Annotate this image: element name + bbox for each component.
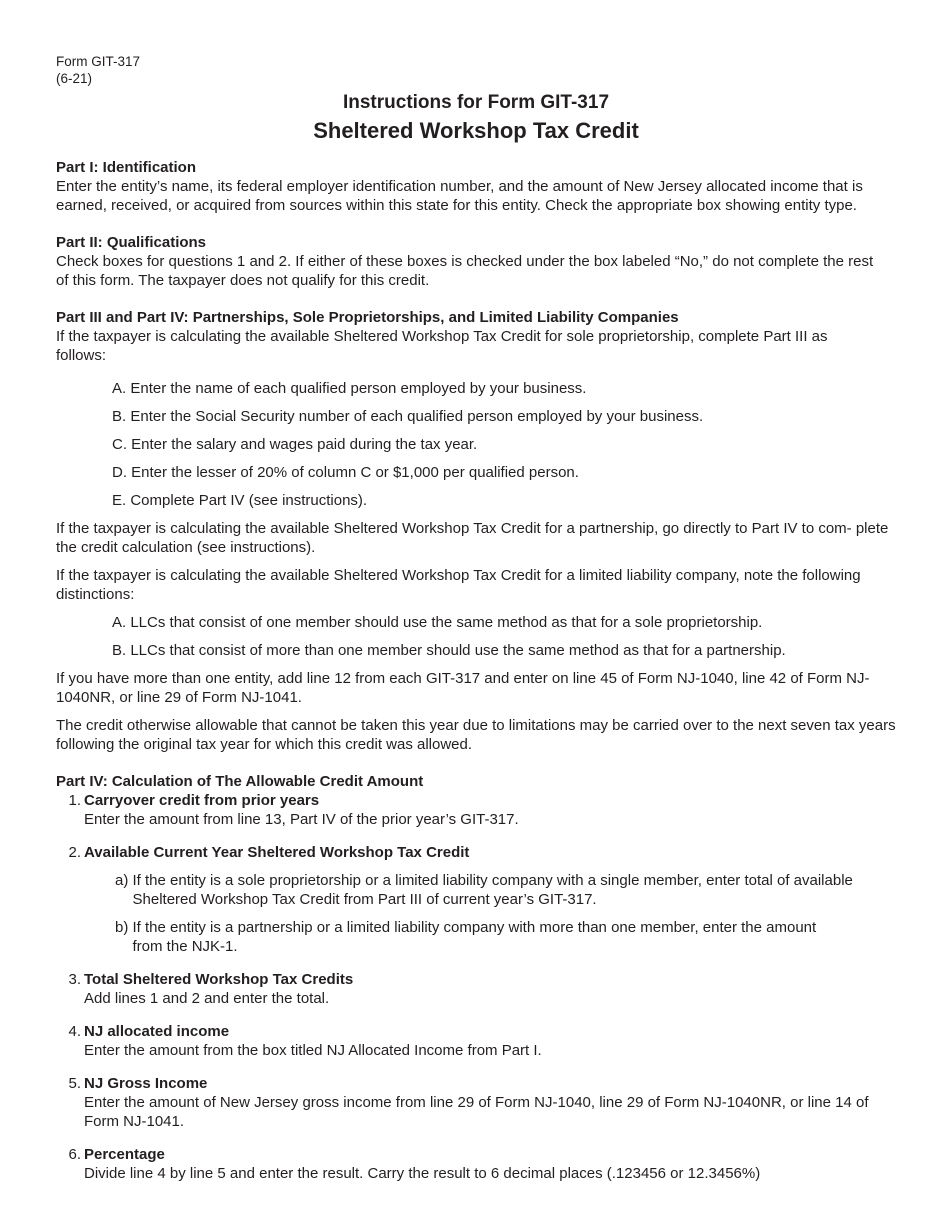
item-title: Total Sheltered Workshop Tax Credits — [84, 971, 354, 988]
item-title: NJ Gross Income — [84, 1075, 208, 1092]
list-item — [115, 918, 896, 956]
list-item-text: Enter the name of each qualified person employed by your business. — [130, 380, 587, 397]
list-item — [112, 463, 896, 482]
list-item-text: If the entity is a partnership or a limited liability company with more than one member, enter the amount from the NJK-1. — [132, 919, 817, 955]
item-number: 2. — [68, 844, 81, 861]
item-text: Add lines 1 and 2 and enter the total. — [84, 990, 330, 1007]
list-item-text: LLCs that consist of more than one member should use the same method as that for a partnership. — [130, 642, 786, 659]
item-number: 6. — [68, 1146, 81, 1163]
part3-heading: Part III and Part IV: Partnerships, Sole Proprietorships, and Limited Liability Companies — [56, 309, 679, 326]
item-title: Carryover credit from prior years — [84, 792, 320, 809]
part3-steps — [56, 379, 896, 510]
list-item-label: a) — [115, 872, 133, 889]
item-number: 4. — [68, 1023, 81, 1040]
part4-item-3 — [56, 970, 896, 1008]
list-item-text: If the entity is a sole proprietorship or a limited liability company with a single member, enter total of available Sheltered Workshop Tax Credit from Part III of current year’s GIT-317. — [132, 872, 853, 908]
list-item — [115, 871, 896, 909]
item-title: NJ allocated income — [84, 1023, 230, 1040]
part4-heading: Part IV: Calculation of The Allowable Credit Amount — [56, 773, 424, 790]
list-item-label: E. — [112, 492, 131, 509]
part1-heading: Part I: Identification — [56, 159, 197, 176]
doc-subtitle: Sheltered Workshop Tax Credit — [313, 118, 639, 143]
list-item — [112, 613, 896, 632]
partnership-text: If the taxpayer is calculating the available Sheltered Workshop Tax Credit for a partnership, go directly to Part IV to com- plete the credit calculation (see instructions). — [56, 520, 889, 556]
part4-item-5 — [56, 1074, 896, 1131]
list-item-label: A. — [112, 380, 131, 397]
carryover-text: The credit otherwise allowable that cannot be taken this year due to limitations may be carried over to the next seven tax years following the original tax year for which this credit was allowed. — [56, 717, 896, 753]
part3-section — [56, 308, 896, 754]
item-text: Enter the amount from the box titled NJ Allocated Income from Part I. — [84, 1042, 542, 1059]
part2-heading: Part II: Qualifications — [56, 234, 207, 251]
part3-intro: If the taxpayer is calculating the available Sheltered Workshop Tax Credit for sole proprietorship, complete Part III as follows: — [56, 328, 828, 364]
multi-entity-text: If you have more than one entity, add line 12 from each GIT-317 and enter on line 45 of Form NJ-1040, line 42 of Form NJ-1040NR, or line 29 of Form NJ-1041. — [56, 670, 870, 706]
part1-section — [56, 158, 896, 215]
list-item — [112, 407, 896, 426]
part1-text: Enter the entity’s name, its federal employer identification number, and the amount of New Jersey allocated income that is earned, received, or acquired from sources within this state for this entity. Check the appropriate box showing entity type. — [56, 178, 863, 214]
list-item-label: b) — [115, 919, 133, 936]
part4-item-1 — [56, 791, 896, 829]
part4-item-2 — [56, 843, 896, 956]
item-text: Enter the amount of New Jersey gross income from line 29 of Form NJ-1040, line 29 of Form NJ-1040NR, or line 14 of Form NJ-1041. — [84, 1094, 869, 1130]
item-title: Percentage — [84, 1146, 165, 1163]
part4-item-6 — [56, 1145, 896, 1183]
part2-section — [56, 233, 896, 290]
list-item-text: LLCs that consist of one member should use the same method as that for a sole proprietorship. — [130, 614, 763, 631]
list-item — [112, 435, 896, 454]
form-revision: (6-21) — [56, 71, 93, 86]
list-item-text: Complete Part IV (see instructions). — [130, 492, 368, 509]
title-block — [56, 90, 896, 146]
item-text: Enter the amount from line 13, Part IV of the prior year’s GIT-317. — [84, 811, 519, 828]
llc-text: If the taxpayer is calculating the available Sheltered Workshop Tax Credit for a limited liability company, note the following distinctions: — [56, 567, 861, 603]
list-item-label: C. — [112, 436, 132, 453]
list-item-label: A. — [112, 614, 131, 631]
list-item-label: B. — [112, 408, 131, 425]
part4-item-4 — [56, 1022, 896, 1060]
list-item — [112, 491, 896, 510]
document-page — [56, 53, 896, 1183]
part2-text: Check boxes for questions 1 and 2. If either of these boxes is checked under the box labeled “No,” do not complete the rest of this form. The taxpayer does not qualify for this credit. — [56, 253, 874, 289]
item-text: Divide line 4 by line 5 and enter the result. Carry the result to 6 decimal places (.123456 or 12.3456%) — [84, 1165, 761, 1182]
item2-sublist — [84, 871, 896, 956]
item-number: 1. — [68, 792, 81, 809]
list-item-text: Enter the lesser of 20% of column C or $1,000 per qualified person. — [131, 464, 579, 481]
form-id: Form GIT-317 — [56, 54, 141, 69]
list-item-text: Enter the Social Security number of each qualified person employed by your business. — [130, 408, 704, 425]
item-number: 3. — [68, 971, 81, 988]
list-item-text: Enter the salary and wages paid during the tax year. — [131, 436, 478, 453]
doc-title: Instructions for Form GIT-317 — [342, 92, 610, 113]
item-number: 5. — [68, 1075, 81, 1092]
item-title: Available Current Year Sheltered Workshop Tax Credit — [84, 844, 470, 861]
list-item-label: B. — [112, 642, 131, 659]
part4-section — [56, 772, 896, 1183]
llc-items — [56, 613, 896, 660]
list-item — [112, 641, 896, 660]
list-item-label: D. — [112, 464, 132, 481]
list-item — [112, 379, 896, 398]
